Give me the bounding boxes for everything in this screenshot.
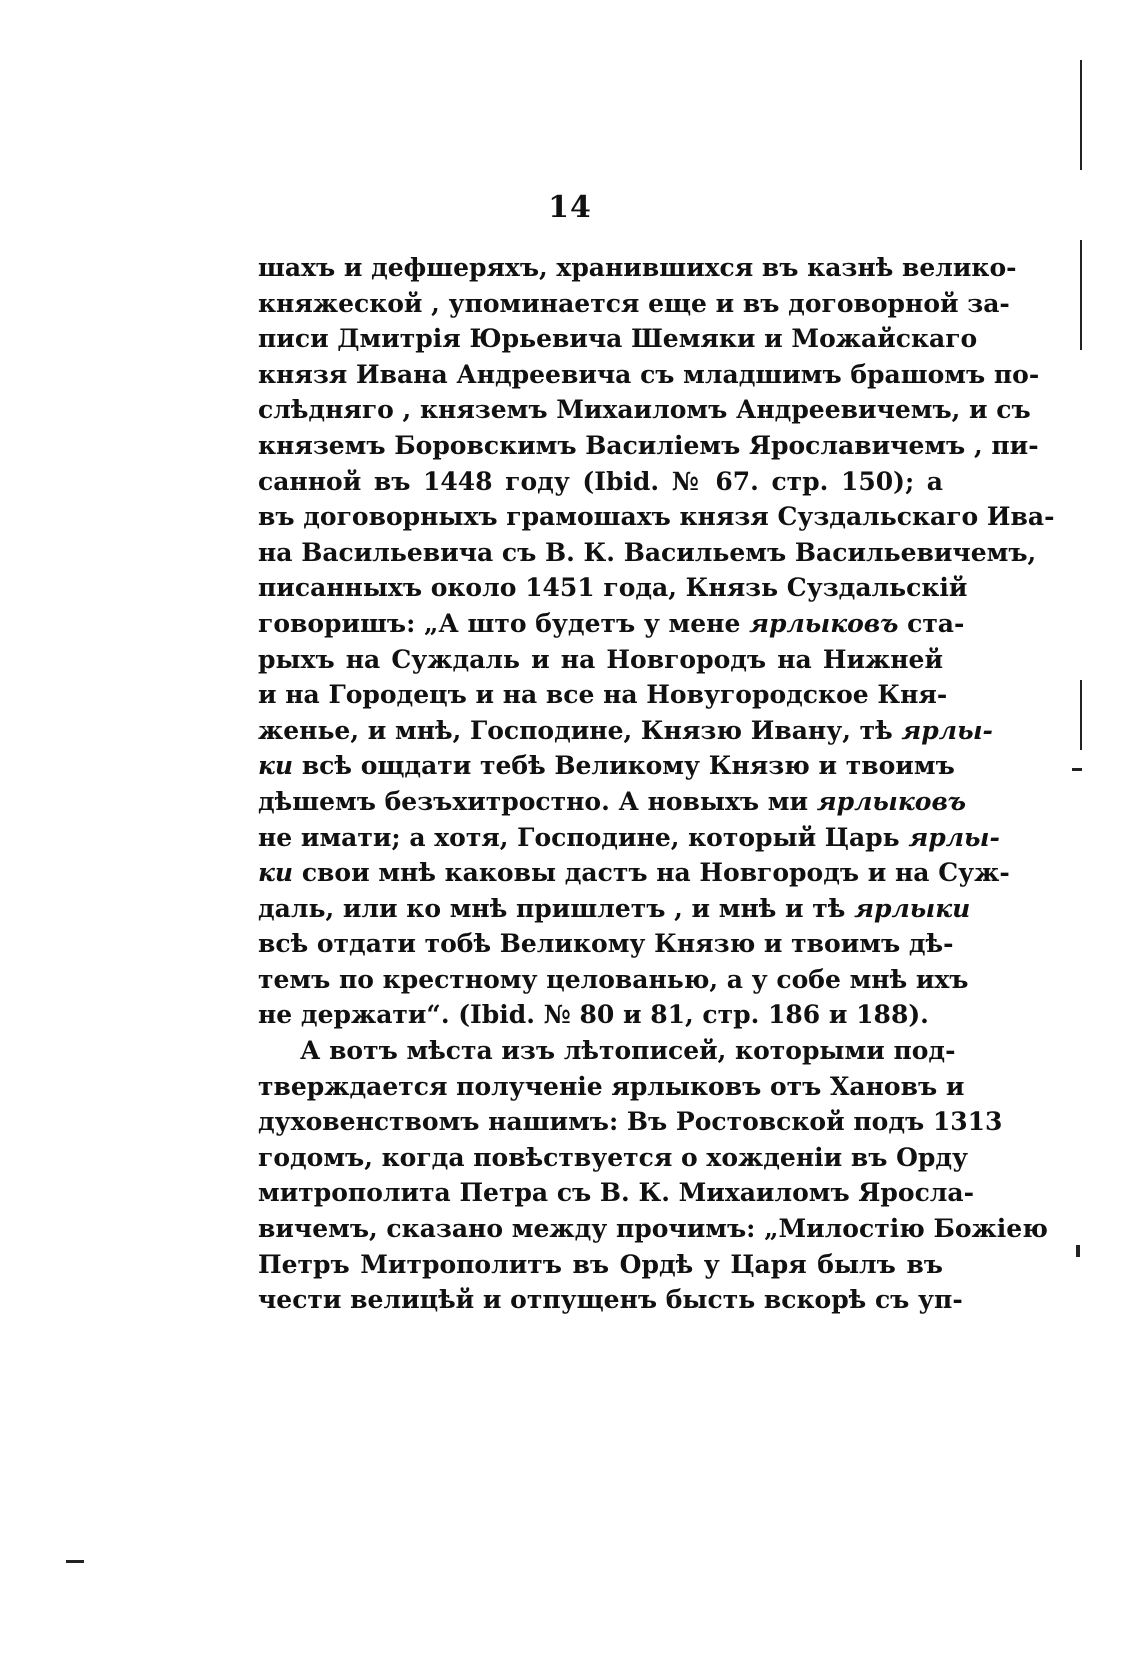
text-line	[258, 606, 965, 642]
text-line	[258, 392, 1031, 428]
text-segment: писи Дмитрія Юрьевича Шемяки и Можайскаго	[258, 324, 978, 354]
text-segment: А вотъ мѣста изъ лѣтописей, которыми под-	[300, 1036, 956, 1066]
text-segment: чести велицѣй и отпущенъ бысть вскорѣ съ уп-	[258, 1285, 963, 1315]
italic-term: ярлыковъ	[749, 608, 899, 638]
scan-edge-line	[1080, 680, 1082, 750]
text-segment: вичемъ, сказано между прочимъ: „Милостію Божіею	[258, 1214, 1048, 1244]
text-line	[258, 286, 1010, 322]
text-segment: духовенствомъ нашимъ: Въ Ростовской подъ 1313	[258, 1107, 1003, 1137]
text-line	[258, 677, 948, 713]
italic-term: ки	[258, 751, 294, 781]
text-line	[258, 713, 993, 749]
text-line	[258, 642, 943, 678]
text-line	[258, 357, 1040, 393]
text-line	[258, 820, 1000, 856]
text-line	[258, 250, 1017, 286]
text-segment: князя Ивана Андреевича съ младшимъ брашомъ по-	[258, 359, 1040, 389]
text-line	[258, 1211, 1048, 1247]
page-number: 14	[548, 190, 592, 225]
text-line	[258, 1033, 956, 1069]
text-line	[258, 748, 955, 784]
scan-edge-line	[1080, 60, 1082, 170]
text-segment: слѣдняго , княземъ Михаиломъ Андреевичемъ, и съ	[258, 395, 1031, 425]
text-segment: рыхъ на Суждаль и на Новгородъ на Нижней	[258, 644, 943, 674]
text-segment: не держати“. (Ibid. № 80 и 81, стр. 186 и 188).	[258, 1000, 929, 1030]
italic-term: ярлыки	[854, 893, 971, 923]
text-line	[258, 962, 969, 998]
text-segment: темъ по крестному целованью, а у собе мнѣ ихъ	[258, 964, 969, 994]
italic-term: ярлы-	[901, 715, 993, 745]
text-line	[258, 1282, 963, 1318]
text-segment: даль, или ко мнѣ пришлетъ , и мнѣ и тѣ	[258, 893, 855, 923]
text-segment: санной въ 1448 году (Ibid. № 67. стр. 150); а	[258, 466, 943, 496]
text-line	[258, 321, 978, 357]
text-line	[258, 1140, 969, 1176]
text-segment: ста-	[898, 608, 965, 638]
text-line	[258, 926, 954, 962]
scan-mark	[1072, 768, 1082, 771]
body-text	[258, 250, 1055, 1318]
scan-mark	[66, 1560, 84, 1563]
text-line	[258, 499, 1055, 535]
text-line	[258, 464, 943, 500]
text-line	[258, 855, 1010, 891]
text-segment: Петръ Митрополитъ въ Ордѣ у Царя былъ въ	[258, 1249, 943, 1279]
text-segment: женье, и мнѣ, Господине, Князю Ивану, тѣ	[258, 715, 902, 745]
text-line	[258, 784, 967, 820]
scan-mark	[1076, 1245, 1080, 1257]
text-segment: тверждается полученіе ярлыковъ отъ Хановъ и	[258, 1071, 965, 1101]
text-segment: говоришъ: „А што будетъ у мене	[258, 608, 750, 638]
text-line	[258, 535, 1037, 571]
text-segment: княземъ Боровскимъ Василіемъ Ярославичемъ , пи-	[258, 430, 1039, 460]
text-segment: дѣшемъ безъхитростно. А новыхъ ми	[258, 786, 817, 816]
text-line	[258, 570, 968, 606]
text-segment: и на Городецъ и на все на Новугородское Кня-	[258, 680, 948, 710]
italic-term: ки	[258, 858, 294, 888]
text-segment: въ договорныхъ грамошахъ князя Суздальскаго Ива-	[258, 502, 1055, 532]
text-segment: всѣ ощдати тебѣ Великому Князю и твоимъ	[293, 751, 955, 781]
text-segment: на Васильевича съ В. К. Васильемъ Васильевичемъ,	[258, 537, 1037, 567]
italic-term: ярлы-	[908, 822, 1000, 852]
text-segment: годомъ, когда повѣствуется о хожденіи въ Орду	[258, 1142, 969, 1172]
text-segment: всѣ отдати тобѣ Великому Князю и твоимъ дѣ-	[258, 929, 954, 959]
text-segment: не имати; а хотя, Господине, который Царь	[258, 822, 909, 852]
italic-term: ярлыковъ	[816, 786, 967, 816]
text-line	[258, 891, 971, 927]
text-line	[258, 997, 943, 1033]
text-line	[258, 428, 1039, 464]
text-line	[258, 1247, 943, 1283]
text-line	[258, 1104, 1003, 1140]
text-line	[258, 1069, 965, 1105]
scan-edge-line	[1080, 240, 1082, 350]
text-segment: княжеской , упоминается еще и въ договорной за-	[258, 288, 1010, 318]
text-segment: митрополита Петра съ В. К. Михаиломъ Яросла-	[258, 1178, 975, 1208]
text-line	[258, 1175, 975, 1211]
text-segment: писанныхъ около 1451 года, Князь Суздальскій	[258, 573, 968, 603]
text-segment: шахъ и дефшеряхъ, хранившихся въ казнѣ велико-	[258, 253, 1017, 282]
text-segment: свои мнѣ каковы дастъ на Новгородъ и на Суж-	[293, 858, 1010, 888]
